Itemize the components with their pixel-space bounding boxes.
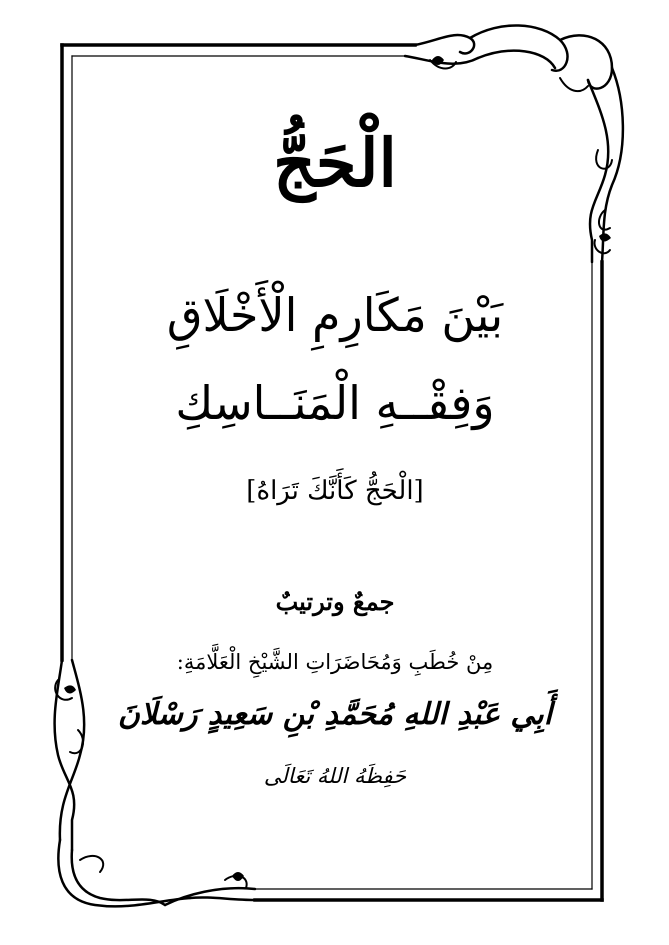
- book-tagline: [الْحَجُّ كَأَنَّكَ تَرَاهُ]: [246, 476, 424, 506]
- book-subtitle-line-1: بَيْنَ مَكَارِمِ الْأَخْلَاقِ: [166, 288, 504, 342]
- source-line: مِنْ خُطَبِ وَمُحَاضَرَاتِ الشَّيْخِ الْعَلَّامَةِ:: [176, 650, 494, 674]
- book-title: الْحَجُّ: [273, 124, 397, 202]
- author-blessing: حَفِظَهُ اللهُ تَعَالَى: [263, 764, 407, 788]
- compiled-by-label: جمعٌ وترتيبٌ: [275, 587, 395, 616]
- book-subtitle-line-2: وَفِقْــهِ الْمَنَــاسِكِ: [175, 376, 495, 430]
- author-name: أَبِي عَبْدِ اللهِ مُحَمَّدِ بْنِ سَعِيدٍ رَسْلَانَ: [117, 697, 553, 732]
- cover-content: [80, 60, 590, 880]
